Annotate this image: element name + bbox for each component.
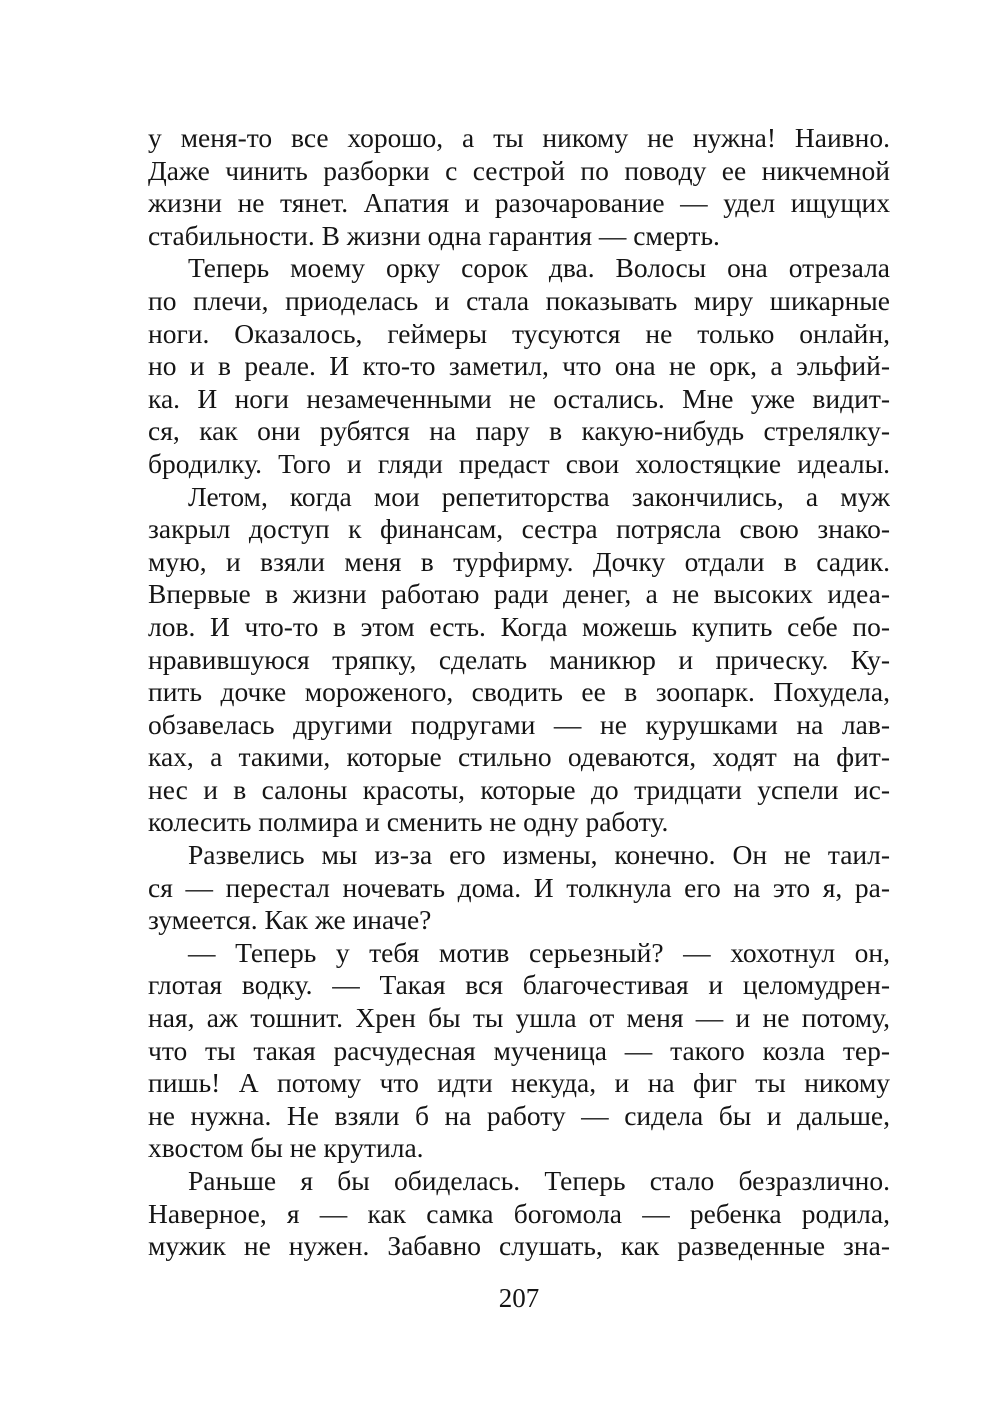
paragraph: [148, 1165, 890, 1263]
text-line: бродилку. Того и гляди предаст свои холостяцкие идеалы.: [148, 447, 890, 479]
text-line: колесить полмира и сменить не одну работу.: [148, 806, 669, 838]
text-line: ноги. Оказалось, геймеры тусуются не только онлайн,: [148, 317, 890, 349]
text-line: Летом, когда мои репетиторства закончились, а муж: [188, 480, 890, 512]
page-number: 207: [498, 1283, 540, 1313]
paragraph: [148, 122, 890, 252]
text-line: Впервые в жизни работаю ради денег, а не высоких идеа-: [148, 578, 890, 610]
paragraph: [148, 481, 890, 840]
text-line: пишь! А потому что идти некуда, и на фиг ты никому: [148, 1067, 890, 1099]
text-line: но и в реале. И кто-то заметил, что она не орк, а эльфий-: [148, 350, 890, 382]
text-line: нес и в салоны красоты, которые до тридцати успели ис-: [148, 773, 890, 805]
text-line: не нужна. Не взяли б на работу — сидела бы и дальше,: [148, 1099, 890, 1131]
text-line: — Теперь у тебя мотив серьезный? — хохотнул он,: [188, 936, 890, 968]
text-line: ся, как они рубятся на пару в какую-нибудь стрелялку-: [148, 415, 890, 447]
page-text: [148, 122, 890, 1263]
text-line: обзавелась другими подругами — не курушками на лав-: [148, 708, 890, 740]
text-line: Теперь моему орку сорок два. Волосы она отрезала: [188, 252, 890, 284]
text-line: нравившуюся тряпку, сделать маникюр и прическу. Ку-: [148, 643, 890, 675]
text-line: стабильности. В жизни одна гарантия — смерть.: [148, 219, 720, 251]
text-line: ках, а такими, которые стильно одеваются, ходят на фит-: [148, 741, 890, 773]
text-line: ся — перестал ночевать дома. И толкнула его на это я, ра-: [148, 871, 890, 903]
text-line: пить дочке мороженого, сводить ее в зоопарк. Похудела,: [148, 676, 890, 708]
paragraph: [148, 839, 890, 937]
text-line: Раньше я бы обиделась. Теперь стало безразлично.: [188, 1165, 890, 1196]
text-line: у меня-то все хорошо, а ты никому не нужна! Наивно.: [148, 122, 890, 153]
text-line: глотая водку. — Такая вся благочестивая и целомудрен-: [148, 969, 890, 1001]
text-line: что ты такая расчудесная мученица — такого козла тер-: [148, 1034, 890, 1066]
text-line: ка. И ноги незамеченными не остались. Мне уже видит-: [148, 382, 890, 414]
text-line: по плечи, приоделась и стала показывать миру шикарные: [148, 284, 890, 316]
text-line: Развелись мы из-за его измены, конечно. Он не таил-: [188, 839, 890, 871]
text-line: закрыл доступ к финансам, сестра потрясла свою знако-: [148, 513, 890, 545]
text-line: мужик не нужен. Забавно слушать, как разведенные зна-: [148, 1230, 890, 1262]
text-line: Наверное, я — как самка богомола — ребенка родила,: [148, 1197, 890, 1229]
text-line: жизни не тянет. Апатия и разочарование — удел ищущих: [148, 187, 890, 219]
text-line: хвостом бы не крутила.: [148, 1132, 424, 1164]
text-line: лов. И что-то в этом есть. Когда можешь купить себе по-: [148, 610, 890, 642]
text-line: мую, и взяли меня в турфирму. Дочку отдали в садик.: [148, 545, 890, 577]
paragraph: [148, 937, 890, 1165]
paragraph: [148, 252, 890, 480]
text-line: зумеется. Как же иначе?: [148, 904, 432, 936]
text-line: Даже чинить разборки с сестрой по поводу ее никчемной: [148, 154, 890, 186]
text-line: ная, аж тошнит. Хрен бы ты ушла от меня — и не потому,: [148, 1002, 890, 1034]
